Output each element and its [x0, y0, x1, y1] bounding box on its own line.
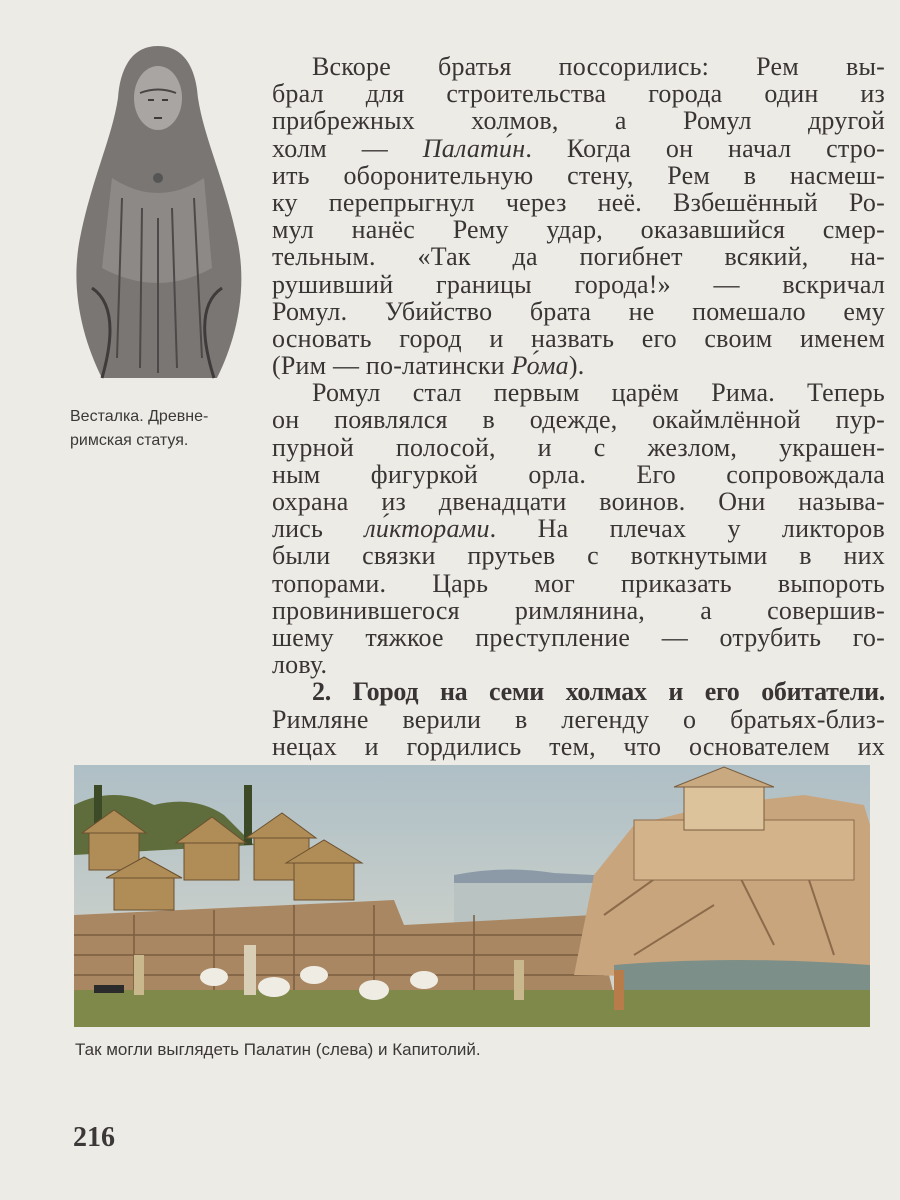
text-line	[272, 651, 885, 678]
text-line	[272, 434, 885, 461]
text-line	[272, 53, 885, 80]
text-line	[272, 243, 885, 270]
text-line	[272, 379, 885, 406]
text-segment: брал для строительства города один из	[272, 79, 885, 109]
text-line	[272, 542, 885, 569]
text-segment: Ромул. Убийство брата не помешало ему	[272, 296, 885, 326]
text-segment: . Когда он начал стро-	[525, 133, 886, 163]
text-line	[272, 461, 885, 488]
text-line	[272, 406, 885, 433]
text-line	[272, 733, 885, 760]
text-segment: были связки прутьев с воткнутыми в них	[272, 541, 885, 571]
paragraph	[272, 53, 885, 379]
text-segment: прибрежных холмов, а Ромул другой	[272, 106, 885, 136]
text-segment: холм —	[272, 133, 423, 163]
text-line	[272, 624, 885, 651]
text-segment: мул нанёс Рему удар, оказавшийся смер-	[272, 215, 885, 245]
section-heading: 2. Город на семи холмах и его обитатели.	[312, 677, 885, 707]
italic-term: Ро́ма	[511, 351, 569, 381]
illustration-caption: Так могли выглядеть Палатин (слева) и Капитолий.	[75, 1040, 481, 1059]
text-line	[272, 325, 885, 352]
text-segment: Вскоре братья поссорились: Рем вы-	[312, 52, 885, 81]
text-line	[272, 107, 885, 134]
text-segment: охрана из двенадцати воинов. Они называ-	[272, 487, 885, 516]
text-segment: ить оборонительную стену, Рем в насмеш-	[272, 160, 885, 190]
text-segment: шему тяжкое преступление — отрубить го-	[272, 622, 885, 652]
statue-caption-line: римская статуя.	[70, 432, 189, 449]
text-segment: тельным. «Так да погибнет всякий, на-	[272, 242, 885, 272]
italic-term: ли́кторами	[364, 514, 490, 544]
text-segment: ным фигуркой орла. Его сопровождала	[272, 459, 885, 489]
text-line	[272, 488, 885, 515]
text-line	[272, 189, 885, 216]
text-segment: Римляне верили в легенду о братьях-близ-	[272, 704, 885, 734]
text-segment: . На плечах у ликторов	[489, 514, 885, 544]
text-segment: провинившегося римлянина, а совершив-	[272, 595, 885, 625]
paragraph	[272, 379, 885, 678]
vestal-statue-image	[62, 38, 254, 388]
text-line	[272, 271, 885, 298]
text-segment: топорами. Царь мог приказать выпороть	[272, 568, 885, 598]
paragraph	[272, 678, 885, 760]
text-line	[272, 706, 885, 733]
text-segment: рушивший границы города!» — вскричал	[272, 269, 885, 299]
text-segment: ку перепрыгнул через неё. Взбешённый Ро-	[272, 187, 885, 217]
text-line	[272, 597, 885, 624]
palatine-capitol-illustration	[74, 765, 870, 1027]
text-line	[272, 216, 885, 243]
text-line	[272, 135, 885, 162]
text-segment: ).	[568, 351, 585, 381]
page-number: 216	[73, 1122, 115, 1153]
italic-term: Палати́н	[422, 133, 526, 163]
text-segment: лись	[272, 514, 365, 544]
text-segment: Ромул стал первым царём Рима. Теперь	[312, 378, 885, 408]
text-segment: (Рим — по-латински	[272, 351, 512, 381]
text-segment: он появлялся в одежде, окаймлённой пур-	[272, 405, 885, 435]
statue-caption	[70, 405, 270, 453]
text-line	[272, 298, 885, 325]
text-segment: лову.	[272, 650, 328, 680]
text-segment: пурной полосой, и с жезлом, украшен-	[272, 432, 885, 462]
text-segment: основать город и назвать его своим именем	[272, 323, 885, 353]
text-line	[272, 352, 885, 379]
body-text	[272, 53, 885, 760]
text-line	[272, 162, 885, 189]
text-line	[272, 570, 885, 597]
text-segment: нецах и гордились тем, что основателем их	[272, 731, 885, 761]
text-line	[272, 515, 885, 542]
statue-caption-line: Весталка. Древне-	[70, 408, 209, 425]
text-line	[272, 80, 885, 107]
